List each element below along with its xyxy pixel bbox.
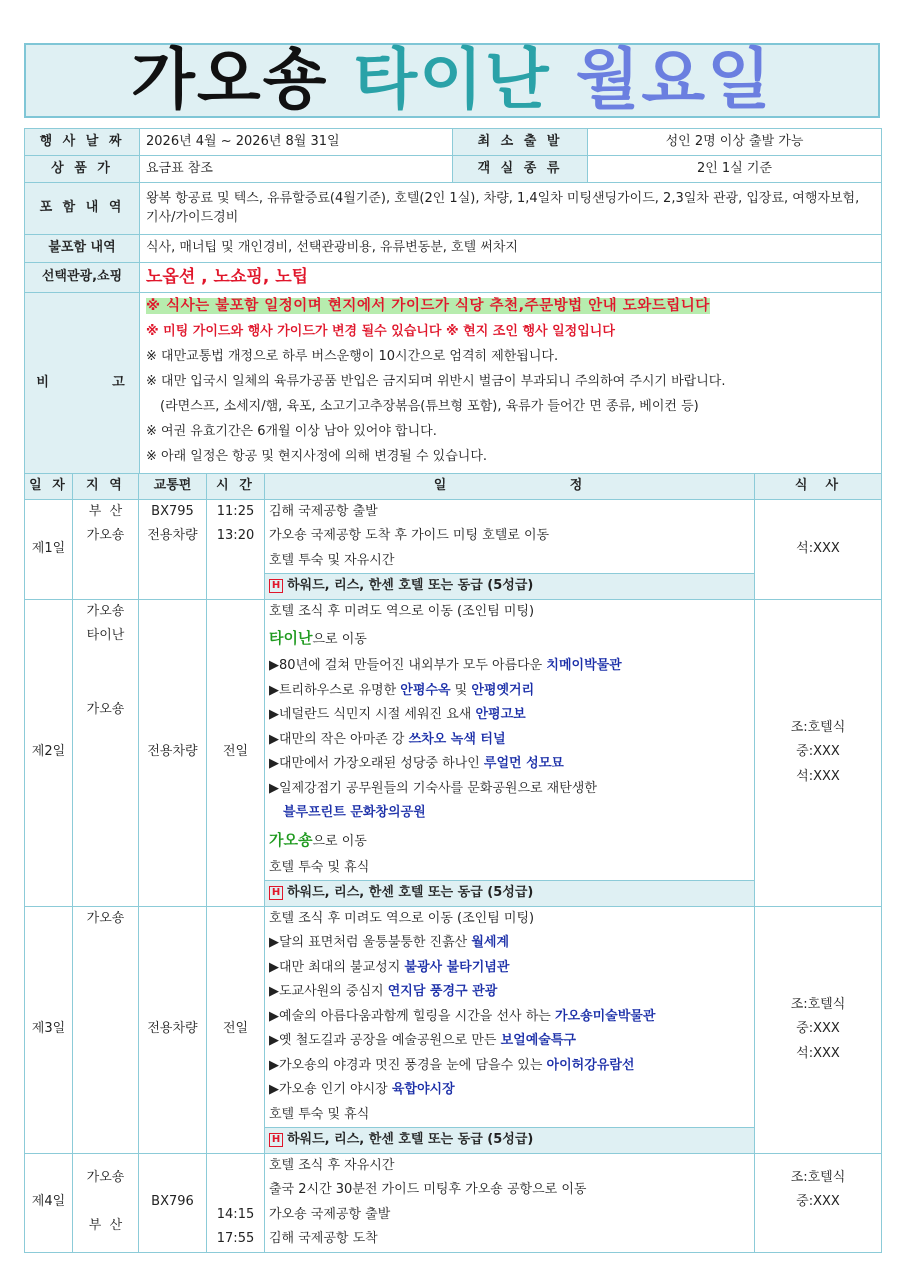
note-passport: ※ 여권 유효기간은 6개월 이상 남아 있어야 합니다.: [146, 424, 437, 439]
hotel-icon: H: [269, 579, 283, 593]
day1-regions: 부 산 가오숑: [73, 499, 139, 599]
excl-label: 불포함 내역: [25, 235, 140, 263]
day3-meals: 조:호텔식 중:XXX 석:XXX: [755, 906, 882, 1153]
day4-transport: BX796: [139, 1153, 207, 1252]
day2-label: 제2일: [25, 599, 73, 906]
schedule-header: [25, 474, 882, 500]
excl-value: 식사, 매너팁 및 개인경비, 선택관광비용, 유류변동분, 호텔 써차지: [140, 235, 882, 263]
note-meal: ※ 식사는 불포함 일정이며 현지에서 가이드가 식당 추천,주문방법 안내 도와드립니다: [146, 298, 710, 314]
day2-transport: 전용차량: [139, 599, 207, 906]
day3-row: [25, 906, 882, 1153]
day3-hotel: H 하워드, 리스, 한센 호텔 또는 동급 (5성급): [265, 1127, 754, 1153]
day2-row: [25, 599, 882, 906]
info-table: [24, 128, 882, 475]
day3-regions: 가오숑: [73, 906, 139, 1153]
day2-meals: 조:호텔식 중:XXX 석:XXX: [755, 599, 882, 906]
day4-times: 14:15 17:55: [207, 1153, 265, 1252]
hdr-meal: 식 사: [755, 474, 882, 500]
hdr-transport: 교통편: [139, 474, 207, 500]
day1-times: 11:25 13:20: [207, 499, 265, 599]
date-value: 2026년 4월 ~ 2026년 8월 31일: [140, 129, 453, 156]
note-bus: ※ 대만교통법 개정으로 하루 버스운행이 10시간으로 엄격히 제한됩니다.: [146, 349, 559, 364]
day1-meals: 석:XXX: [755, 499, 882, 599]
note-guide: ※ 미팅 가이드와 행사 가이드가 변경 될수 있습니다 ※ 현지 조인 행사 일정입니다: [146, 324, 615, 339]
hotel-icon: H: [269, 1133, 283, 1147]
day4-row: [25, 1153, 882, 1252]
hdr-day: 일 자: [25, 474, 73, 500]
incl-label: 포 함 내 역: [25, 183, 140, 235]
day3-times: 전일: [207, 906, 265, 1153]
day4-regions: 가오숑 부 산: [73, 1153, 139, 1252]
min-label: 최 소 출 발: [453, 129, 588, 156]
day2-hotel: H 하워드, 리스, 한센 호텔 또는 동급 (5성급): [265, 880, 754, 906]
title-part-1: 가오숑: [131, 41, 329, 118]
hdr-time: 시 간: [207, 474, 265, 500]
min-value: 성인 2명 이상 출발 가능: [588, 129, 882, 156]
price-label: 상 품 가: [25, 156, 140, 183]
day3-itinerary: 호텔 조식 후 미려도 역으로 이동 (조인팀 미팅) ▶달의 표면처럼 울퉁불퉁한 진흙산 월세계 ▶대만 최대의 불교성지 불광사 불타기념관 ▶도교사원의 중심지 연지담 풍경구 관광 ▶예술의 아름다움과함께 힐링을 시간을 선사 하는 가오숑미술박물관 ▶옛 철도길과 공장을 예술공원으로 만든 보얼예술특구 ▶가오숑의 야경과 멋진 풍경을 눈에 담을수 있는 아이허강유람선 ▶가오숑 인기 야시장 육합야시장 호텔 투숙 및 휴식 H 하워드, 리스, 한센 호텔 또는 동급 (5성급): [265, 906, 755, 1153]
day1-itinerary: 김해 국제공항 출발 가오숑 국제공항 도착 후 가이드 미팅 호텔로 이동 호텔 투숙 및 자유시간 H 하워드, 리스, 한센 호텔 또는 동급 (5성급): [265, 499, 755, 599]
page-title: [24, 43, 880, 118]
day4-label: 제4일: [25, 1153, 73, 1252]
day1-row: [25, 499, 882, 599]
day3-label: 제3일: [25, 906, 73, 1153]
opt-label: 선택관광,쇼핑: [25, 263, 140, 293]
day1-transport: BX795 전용차량: [139, 499, 207, 599]
dest-tainan: 타이난: [269, 629, 313, 647]
note-change: ※ 아래 일정은 항공 및 현지사정에 의해 변경될 수 있습니다.: [146, 449, 488, 464]
day1-label: 제1일: [25, 499, 73, 599]
opt-value: 노옵션 , 노쇼핑, 노팁: [140, 263, 882, 293]
day4-meals: 조:호텔식 중:XXX: [755, 1153, 882, 1252]
note-meat: ※ 대만 입국시 일체의 육류가공품 반입은 금지되며 위반시 벌금이 부과되니 주의하여 주시기 바랍니다.: [146, 374, 726, 389]
day1-hotel: H 하워드, 리스, 한센 호텔 또는 동급 (5성급): [265, 573, 754, 599]
hdr-region: 지 역: [73, 474, 139, 500]
hdr-itinerary: 일 정: [265, 474, 755, 500]
dest-kaohsiung: 가오숑: [269, 830, 313, 849]
day2-itinerary: 호텔 조식 후 미려도 역으로 이동 (조인팀 미팅) 타이난으로 이동 ▶80년에 걸쳐 만들어진 내외부가 모두 아름다운 치메이박물관 ▶트리하우스로 유명한 안평수옥 및 안평옛거리 ▶네덜란드 식민지 시절 세워진 요새 안평고보 ▶대만의 작은 아마존 강 쓰차오 녹색 터널 ▶대만에서 가장오래된 성당중 하나인 루얼먼 성모묘 ▶일제강점기 공무원들의 기숙사를 문화공원으로 재탄생한 블루프린트 문화창의공원 가오숑으로 이동 호텔 투숙 및 휴식 H 하워드, 리스, 한센 호텔 또는 동급 (5성급): [265, 599, 755, 906]
day4-itinerary: 호텔 조식 후 자유시간 출국 2시간 30분전 가이드 미팅후 가오숑 공항으로 이동 가오숑 국제공항 출발 김해 국제공항 도착: [265, 1153, 755, 1252]
schedule-table: [24, 473, 882, 1253]
date-label: 행 사 날 짜: [25, 129, 140, 156]
price-value: 요금표 참조: [140, 156, 453, 183]
hotel-icon: H: [269, 886, 283, 900]
day3-transport: 전용차량: [139, 906, 207, 1153]
room-label: 객 실 종 류: [453, 156, 588, 183]
title-part-2: 타이난: [353, 41, 551, 118]
note-meat-detail: (라면스프, 소세지/햄, 육포, 소고기고추장볶음(튜브형 포함), 육류가 들어간 면 종류, 베이컨 등): [160, 399, 699, 414]
day2-times: 전일: [207, 599, 265, 906]
day2-regions: 가오숑 타이난 가오숑: [73, 599, 139, 906]
incl-value: 왕복 항공료 및 텍스, 유류할증료(4월기준), 호텔(2인 1실), 차량, 1,4일차 미팅샌딩가이드, 2,3일차 관광, 입장료, 여행자보험, 기사/가이드경비: [140, 183, 882, 235]
note-label: 비 고: [25, 293, 140, 475]
room-value: 2인 1실 기준: [588, 156, 882, 183]
notes-cell: [140, 293, 882, 475]
title-part-3: 월요일: [575, 41, 773, 118]
